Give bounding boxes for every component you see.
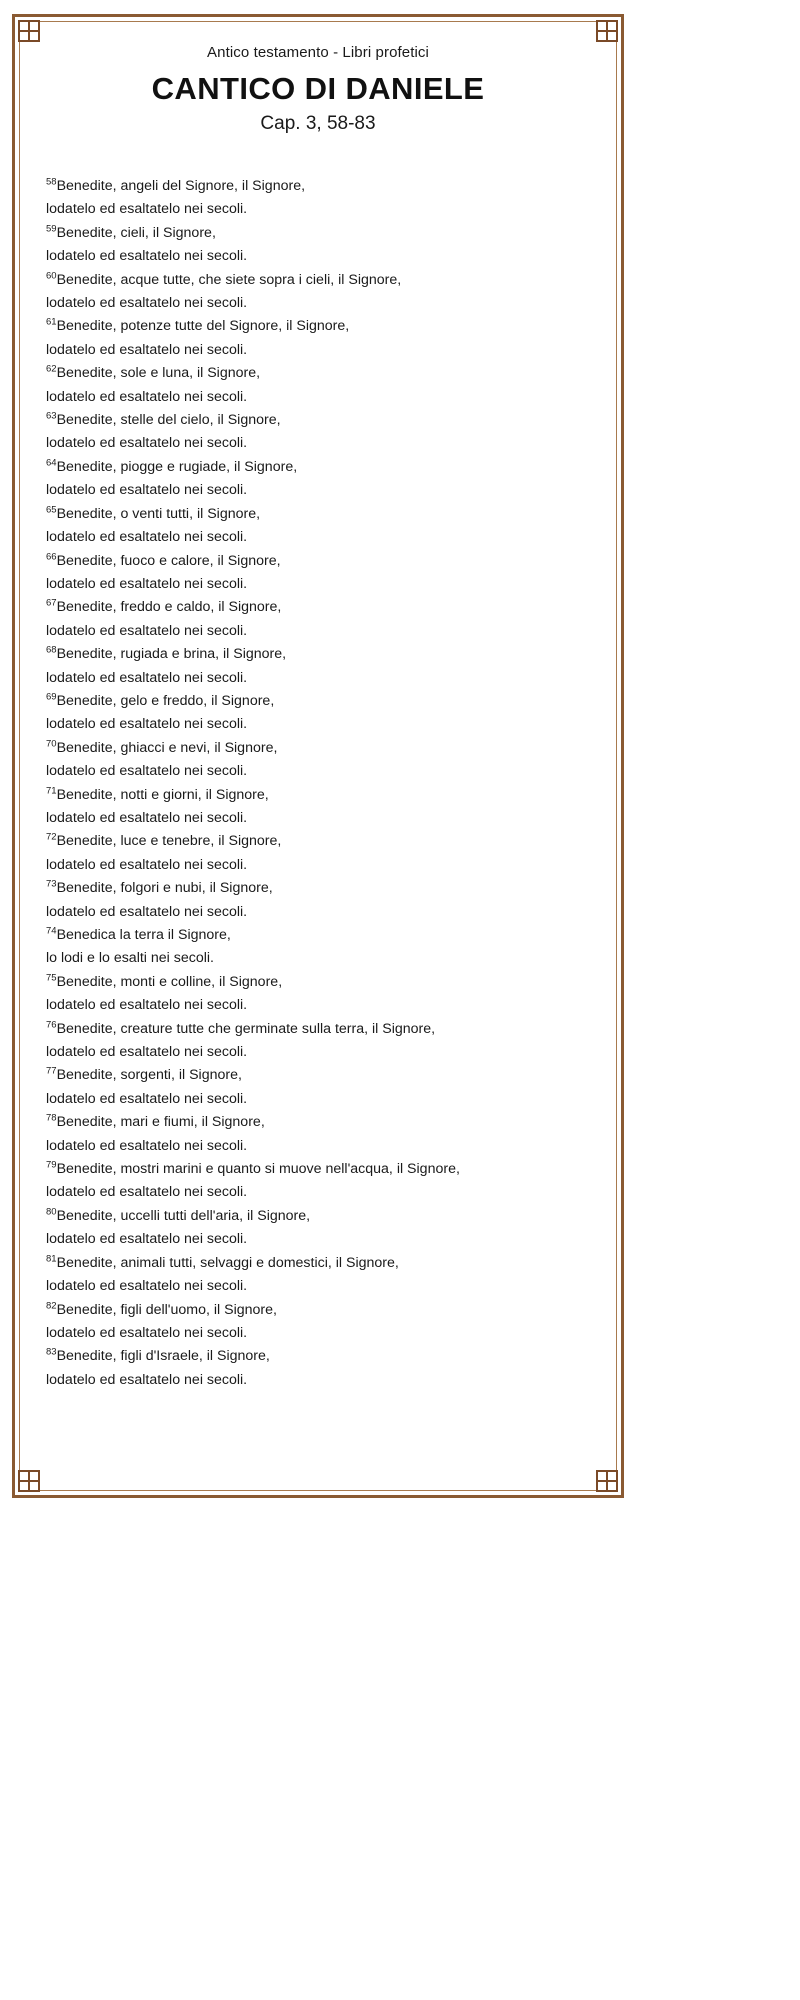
verse-line-response: lodatelo ed esaltatelo nei secoli. xyxy=(46,903,248,920)
verse-line xyxy=(46,971,598,994)
verse-line xyxy=(46,1064,598,1087)
verse-text-first: Benedite, mostri marini e quanto si muove nell'acqua, il Signore, xyxy=(56,1161,460,1178)
verse-line xyxy=(46,409,598,432)
corner-ornament-top-left-icon xyxy=(18,20,40,42)
verse-line xyxy=(46,596,598,619)
verse-number: 69 xyxy=(46,691,57,703)
verse-line-response: lodatelo ed esaltatelo nei secoli. xyxy=(46,669,248,686)
corner-ornament-bottom-left-icon xyxy=(18,1470,40,1492)
verse-text-first: Benedite, piogge e rugiade, il Signore, xyxy=(56,458,298,475)
verse-text-first: Benedite, gelo e freddo, il Signore, xyxy=(56,692,275,709)
verse-line xyxy=(46,1111,598,1134)
verse-line xyxy=(46,877,598,900)
corner-ornament-top-right-icon xyxy=(596,20,618,42)
verse-line-response: lodatelo ed esaltatelo nei secoli. xyxy=(46,1231,248,1248)
verse-line xyxy=(46,222,598,245)
verse-line-response: lodatelo ed esaltatelo nei secoli. xyxy=(46,482,248,499)
verse-number: 61 xyxy=(46,316,57,328)
verse-line-response: lodatelo ed esaltatelo nei secoli. xyxy=(46,716,248,733)
verse-line xyxy=(46,1158,598,1181)
verse-line-response: lodatelo ed esaltatelo nei secoli. xyxy=(46,295,248,312)
verse-number: 66 xyxy=(46,550,57,562)
verse-number: 77 xyxy=(46,1065,57,1077)
verse-line xyxy=(46,924,598,947)
verse-line xyxy=(46,269,598,292)
verse-line xyxy=(46,550,598,573)
verse-line xyxy=(46,1252,598,1275)
verse-line-response: lodatelo ed esaltatelo nei secoli. xyxy=(46,248,248,265)
verse-text-first: Benedite, mari e fiumi, il Signore, xyxy=(56,1114,265,1131)
verse-number: 73 xyxy=(46,878,57,890)
verse-text-first: Benedite, uccelli tutti dell'aria, il Signore, xyxy=(56,1207,311,1224)
verse-text-first: Benedite, angeli del Signore, il Signore, xyxy=(56,178,306,194)
verse-number: 80 xyxy=(46,1206,57,1218)
page-title: CANTICO DI DANIELE xyxy=(151,71,485,106)
verse-text-first: Benedite, folgori e nubi, il Signore, xyxy=(56,880,273,897)
verse-line xyxy=(46,503,598,526)
verse-text-first: Benedite, potenze tutte del Signore, il Signore, xyxy=(56,318,350,335)
verse-line xyxy=(46,1018,598,1041)
verse-line-response: lodatelo ed esaltatelo nei secoli. xyxy=(46,529,248,546)
document-supertitle: Antico testamento - Libri profetici xyxy=(207,44,429,61)
verse-line-response: lodatelo ed esaltatelo nei secoli. xyxy=(46,435,248,452)
verse-number: 74 xyxy=(46,925,57,937)
verse-line xyxy=(46,830,598,853)
verse-line xyxy=(46,456,598,479)
verse-line-response: lodatelo ed esaltatelo nei secoli. xyxy=(46,1090,248,1107)
verse-line xyxy=(46,737,598,760)
verse-number: 81 xyxy=(46,1252,57,1264)
verse-line xyxy=(46,175,598,198)
verse-line xyxy=(46,643,598,666)
verse-line-response: lodatelo ed esaltatelo nei secoli. xyxy=(46,997,248,1014)
verse-line-response: lodatelo ed esaltatelo nei secoli. xyxy=(46,1278,248,1295)
verse-text-first: Benedite, stelle del cielo, il Signore, xyxy=(56,412,281,429)
verse-line-response: lodatelo ed esaltatelo nei secoli. xyxy=(46,201,248,218)
verse-number: 59 xyxy=(46,223,57,235)
verse-text-first: Benedite, sole e luna, il Signore, xyxy=(56,365,261,382)
verse-text-first: Benedite, cieli, il Signore, xyxy=(56,224,216,241)
verse-line-response: lodatelo ed esaltatelo nei secoli. xyxy=(46,763,248,780)
verse-number: 79 xyxy=(46,1159,57,1171)
verse-text-first: Benedite, luce e tenebre, il Signore, xyxy=(56,833,282,850)
verse-line xyxy=(46,362,598,385)
verse-line-response: lodatelo ed esaltatelo nei secoli. xyxy=(46,856,248,873)
verse-line xyxy=(46,784,598,807)
verse-line-response: lodatelo ed esaltatelo nei secoli. xyxy=(46,809,248,826)
verse-text-first: Benedite, figli d'Israele, il Signore, xyxy=(56,1348,270,1365)
verse-number: 60 xyxy=(46,269,57,281)
verse-line xyxy=(46,1205,598,1228)
verse-line xyxy=(46,315,598,338)
verse-number: 82 xyxy=(46,1299,57,1311)
verse-number: 67 xyxy=(46,597,57,609)
verse-text-first: Benedite, rugiada e brina, il Signore, xyxy=(56,646,287,663)
verse-text-first: Benedite, acque tutte, che siete sopra i cieli, il Signore, xyxy=(56,271,402,288)
verse-text-first: Benedite, animali tutti, selvaggi e domestici, il Signore, xyxy=(56,1254,399,1271)
document-subtitle: Cap. 3, 58-83 xyxy=(260,113,376,134)
verse-line-response: lodatelo ed esaltatelo nei secoli. xyxy=(46,622,248,639)
verse-line-response: lo lodi e lo esalti nei secoli. xyxy=(46,950,214,967)
verse-line-response: lodatelo ed esaltatelo nei secoli. xyxy=(46,1044,248,1061)
verse-text-first: Benedite, sorgenti, il Signore, xyxy=(56,1067,242,1084)
verse-text-first: Benedite, o venti tutti, il Signore, xyxy=(56,505,261,522)
verse-number: 64 xyxy=(46,457,57,469)
verse-number: 68 xyxy=(46,644,57,656)
verse-text-first: Benedite, ghiacci e nevi, il Signore, xyxy=(56,739,278,756)
verse-line xyxy=(46,690,598,713)
document-page xyxy=(12,14,624,1498)
document-content xyxy=(38,36,598,1476)
verse-number: 76 xyxy=(46,1018,57,1030)
verse-line-response: lodatelo ed esaltatelo nei secoli. xyxy=(46,388,248,405)
verse-line-response: lodatelo ed esaltatelo nei secoli. xyxy=(46,341,248,358)
verse-number: 65 xyxy=(46,503,57,515)
verse-number: 78 xyxy=(46,1112,57,1124)
verse-text-first: Benedica la terra il Signore, xyxy=(56,927,231,943)
verse-number: 72 xyxy=(46,831,57,843)
verse-text-first: Benedite, figli dell'uomo, il Signore, xyxy=(56,1301,277,1318)
verse-number: 63 xyxy=(46,410,57,422)
verse-line xyxy=(46,1345,598,1368)
verse-number: 70 xyxy=(46,738,57,750)
verse-text-first: Benedite, freddo e caldo, il Signore, xyxy=(56,599,282,616)
verse-text-first: Benedite, creature tutte che germinate sulla terra, il Signore, xyxy=(56,1020,436,1037)
verse-text-first: Benedite, monti e colline, il Signore, xyxy=(56,973,283,990)
verse-line-response: lodatelo ed esaltatelo nei secoli. xyxy=(46,1137,248,1154)
verse-line xyxy=(46,1299,598,1322)
verse-number: 83 xyxy=(46,1346,57,1358)
verse-number: 62 xyxy=(46,363,57,375)
verse-line-response: lodatelo ed esaltatelo nei secoli. xyxy=(46,1184,248,1201)
verse-line-response: lodatelo ed esaltatelo nei secoli. xyxy=(46,1324,248,1341)
verse-number: 58 xyxy=(46,176,57,188)
verse-number: 71 xyxy=(46,784,57,796)
verse-number: 75 xyxy=(46,972,57,984)
verse-list xyxy=(38,175,598,1392)
verse-text-first: Benedite, fuoco e calore, il Signore, xyxy=(56,552,281,569)
corner-ornament-bottom-right-icon xyxy=(596,1470,618,1492)
verse-text-first: Benedite, notti e giorni, il Signore, xyxy=(56,786,269,803)
verse-line-response: lodatelo ed esaltatelo nei secoli. xyxy=(46,575,248,592)
verse-line-response: lodatelo ed esaltatelo nei secoli. xyxy=(46,1371,248,1388)
